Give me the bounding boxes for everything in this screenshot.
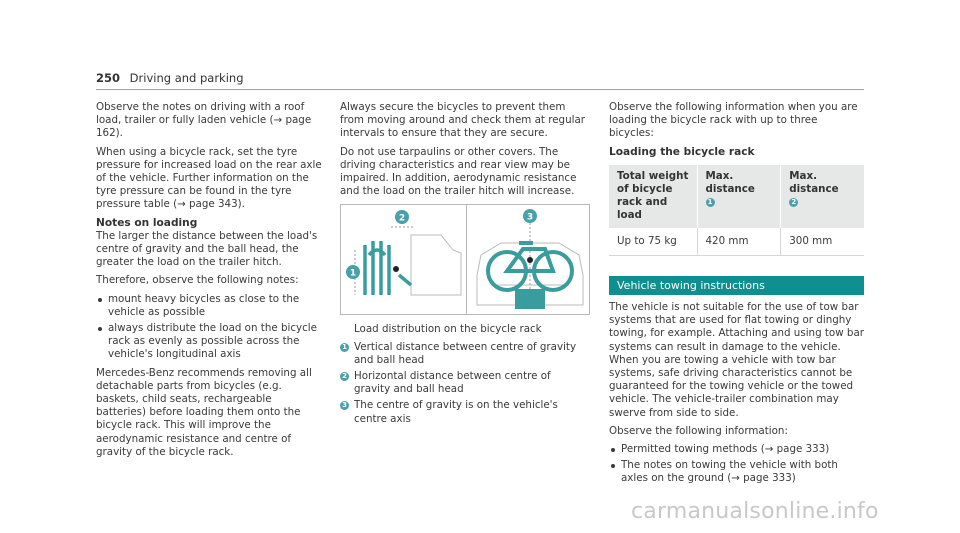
watermark: carmanualsonline.info bbox=[631, 499, 879, 524]
header-rule bbox=[96, 89, 864, 90]
svg-text:1: 1 bbox=[349, 268, 357, 279]
towing-list bbox=[609, 443, 864, 486]
table-header-cell: Max. distance 2 bbox=[781, 165, 864, 228]
svg-text:2: 2 bbox=[398, 213, 406, 224]
table-row bbox=[609, 228, 864, 256]
figure-legend bbox=[340, 323, 590, 425]
marker-3-badge bbox=[523, 209, 537, 223]
rack-plate bbox=[515, 289, 545, 309]
paragraph: The vehicle is not suitable for the use of tow bar systems that are used for flat towing or dinghy towing, for example. Attaching and using tow bar systems can result in damage to the vehicle. When you are towing a vehicle with tow bar systems, safe driving characteristics cannot be guaranteed for the towing vehicle or the towed vehicle. The vehicle-trailer combination may swerve from side to side. bbox=[609, 301, 864, 419]
table-header-row bbox=[609, 165, 864, 228]
paragraph: Do not use tarpaulins or other covers. The driving characteristics and rear view may be impaired. In addition, aerodynamic resistance and the load on the trailer hitch will increase. bbox=[340, 145, 577, 198]
paragraph: The larger the distance between the load's centre of gravity and the ball head, the greater the load on the trailer hitch. bbox=[96, 229, 318, 269]
section-title: Driving and parking bbox=[129, 71, 244, 85]
bicycle-rack-figure bbox=[340, 204, 590, 315]
marker-badge: 2 bbox=[789, 198, 798, 207]
loading-table bbox=[609, 165, 864, 256]
towing-section-heading: Vehicle towing instructions bbox=[609, 276, 864, 295]
paragraph: Therefore, observe the following notes: bbox=[96, 274, 299, 287]
side-view bbox=[355, 227, 461, 295]
marker-badge: 2 bbox=[340, 372, 349, 381]
centre-of-gravity-mark bbox=[393, 266, 399, 272]
notes-heading: Notes on loading bbox=[96, 216, 198, 229]
table-cell: 420 mm bbox=[697, 228, 781, 256]
legend-text: Vertical distance between centre of gravity and ball head bbox=[354, 340, 577, 366]
side-view-bikes bbox=[365, 241, 411, 295]
table-heading: Loading the bicycle rack bbox=[609, 145, 755, 158]
marker-1-badge bbox=[346, 265, 360, 279]
paragraph: When using a bicycle rack, set the tyre pressure for increased load on the rear axle of the vehicle. Further information on the tyre pressure can be found in the tyre pressure table (→ page 343). bbox=[96, 145, 322, 211]
table-header-cell: Max. distance 1 bbox=[697, 165, 781, 228]
column-3 bbox=[609, 101, 864, 491]
marker-badge: 1 bbox=[706, 198, 715, 207]
rear-view-bike bbox=[488, 243, 572, 290]
list-item: mount heavy bicycles as close to the vehicle as possible bbox=[96, 293, 324, 319]
svg-text:3: 3 bbox=[526, 212, 534, 223]
paragraph: Always secure the bicycles to prevent them from moving around and check them at regular intervals to ensure that they are secure. bbox=[340, 101, 586, 140]
centre-of-gravity-mark bbox=[527, 257, 533, 263]
notes-list bbox=[96, 293, 324, 362]
page-number: 250 bbox=[96, 71, 121, 85]
marker-badge: 1 bbox=[340, 343, 349, 352]
legend-item bbox=[340, 341, 590, 367]
table-cell: Up to 75 kg bbox=[609, 228, 697, 256]
list-item: always distribute the load on the bicycle rack as evenly as possible across the vehicle's longitudinal axis bbox=[96, 322, 324, 362]
legend-text: Horizontal distance between centre of gravity and ball head bbox=[354, 370, 551, 396]
legend-text: The centre of gravity is on the vehicle's centre axis bbox=[354, 399, 558, 425]
bicycle-rack-illustration bbox=[341, 205, 591, 316]
legend-item bbox=[340, 399, 590, 425]
column-1 bbox=[96, 101, 324, 464]
list-item: The notes on towing the vehicle with both axles on the ground (→ page 333) bbox=[609, 459, 864, 485]
marker-2-badge bbox=[395, 210, 409, 224]
figure-caption: Load distribution on the bicycle rack bbox=[354, 323, 542, 336]
paragraph: Mercedes-Benz recommends removing all detachable parts from bicycles (e.g. baskets, child seats, rechargeable batteries) before loading them onto the bicycle rack. This will improve the aerodynamic resistance and centre of gravity of the bicycle rack. bbox=[96, 366, 312, 458]
rack-arm bbox=[399, 275, 411, 285]
list-item: Permitted towing methods (→ page 333) bbox=[609, 443, 864, 456]
paragraph: Observe the following information: bbox=[609, 424, 788, 437]
column-2 bbox=[340, 101, 590, 429]
paragraph: Observe the following information when you are loading the bicycle rack with up to three bicycles: bbox=[609, 101, 858, 140]
paragraph: Observe the notes on driving with a roof load, trailer or fully laden vehicle (→ page 162). bbox=[96, 101, 312, 140]
legend-item bbox=[340, 370, 590, 396]
marker-badge: 3 bbox=[340, 401, 349, 410]
page-header bbox=[96, 71, 244, 85]
table-cell: 300 mm bbox=[781, 228, 864, 256]
car-rear-outline bbox=[411, 235, 461, 295]
table-header-cell: Total weight of bicycle rack and load bbox=[609, 165, 697, 228]
bike-frame-side bbox=[369, 250, 385, 255]
